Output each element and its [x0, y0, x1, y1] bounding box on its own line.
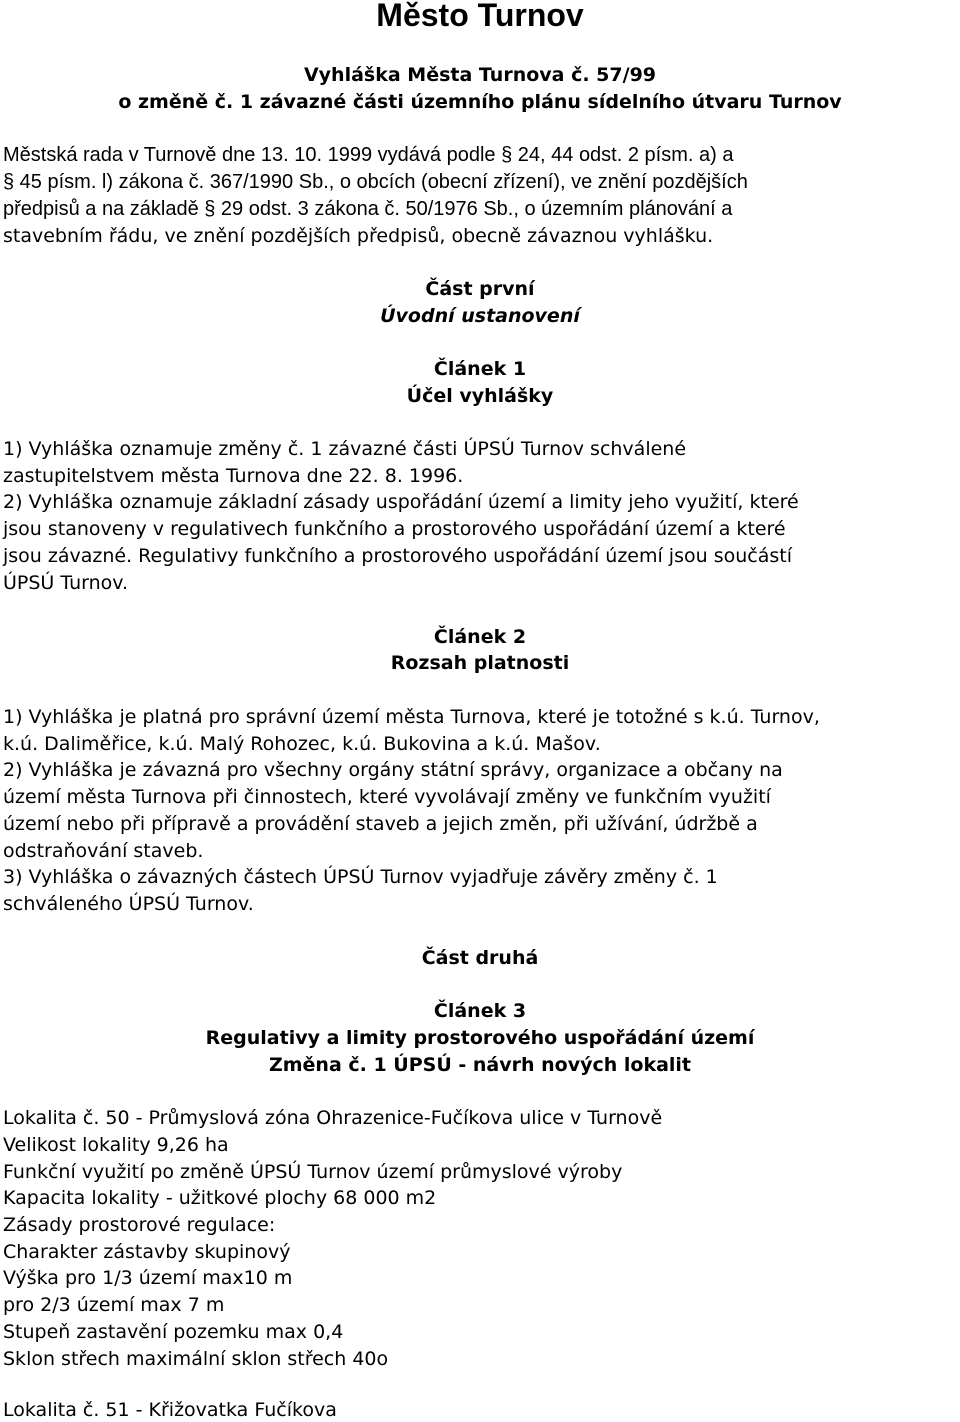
article-1-line: ÚPSÚ Turnov.	[3, 572, 129, 594]
article-1-line: 2) Vyhláška oznamuje základní zásady uspořádání území a limity jeho využití, které	[3, 491, 799, 513]
article-3-subheading: Změna č. 1 ÚPSÚ - návrh nových lokalit	[268, 1054, 692, 1076]
article-2-line: odstraňování staveb.	[3, 840, 204, 862]
article-2-line: k.ú. Daliměřice, k.ú. Malý Rohozec, k.ú. Bukovina a k.ú. Mašov.	[3, 733, 601, 755]
article-1-line: 1) Vyhláška oznamuje změny č. 1 závazné části ÚPSÚ Turnov schválené	[3, 438, 687, 460]
locality-line: Velikost lokality 9,26 ha	[3, 1134, 229, 1156]
locality-line: Sklon střech maximální sklon střech 40o	[3, 1348, 389, 1370]
article-2-line: území nebo při přípravě a provádění staveb a jejich změn, při užívání, údržbě a	[3, 813, 758, 835]
article-1-heading: Článek 1	[433, 358, 527, 380]
preamble-line: stavebním řádu, ve znění pozdějších předpisů, obecně závaznou vyhlášku.	[3, 225, 714, 247]
document-title: Město Turnov	[376, 0, 584, 33]
article-2-line: 1) Vyhláška je platná pro správní území města Turnova, které je totožné s k.ú. Turnov,	[3, 706, 820, 728]
part-one-heading: Část první	[425, 278, 535, 300]
article-1-line: jsou závazné. Regulativy funkčního a prostorového uspořádání území jsou součástí	[3, 545, 792, 567]
locality-line: Charakter zástavby skupinový	[3, 1241, 291, 1263]
article-3-subheading: Regulativy a limity prostorového uspořádání území	[205, 1027, 755, 1049]
article-2-line: 2) Vyhláška je závazná pro všechny orgány státní správy, organizace a občany na	[3, 759, 783, 781]
preamble-line: předpisů a na základě § 29 odst. 3 zákona č. 50/1976 Sb., o územním plánování a	[3, 198, 733, 220]
locality-line: Stupeň zastavění pozemku max 0,4	[3, 1321, 344, 1343]
preamble-line: Městská rada v Turnově dne 13. 10. 1999 vydává podle § 24, 44 odst. 2 písm. a) a	[3, 144, 734, 166]
article-2-line: 3) Vyhláška o závazných částech ÚPSÚ Turnov vyjadřuje závěry změny č. 1	[3, 866, 718, 888]
article-3-heading: Článek 3	[433, 1000, 527, 1022]
article-2-subheading: Rozsah platnosti	[390, 652, 570, 674]
article-2-line: území města Turnova při činnostech, které vyvolávají změny ve funkčním využití	[3, 786, 771, 808]
article-1-line: zastupitelstvem města Turnova dne 22. 8. 1996.	[3, 465, 464, 487]
locality-line: Výška pro 1/3 území max10 m	[3, 1267, 293, 1289]
locality-line: Lokalita č. 50 - Průmyslová zóna Ohrazenice-Fučíkova ulice v Turnově	[3, 1107, 663, 1129]
part-one-subheading: Úvodní ustanovení	[380, 305, 580, 327]
decree-subtitle: o změně č. 1 závazné části územního plánu sídelního útvaru Turnov	[118, 91, 842, 113]
article-1-subheading: Účel vyhlášky	[406, 385, 554, 407]
preamble-line: § 45 písm. l) zákona č. 367/1990 Sb., o obcích (obecní zřízení), ve znění pozdějších	[3, 171, 748, 193]
locality-line: Kapacita lokality - užitkové plochy 68 000 m2	[3, 1187, 437, 1209]
decree-title: Vyhláška Města Turnova č. 57/99	[303, 64, 657, 86]
article-2-heading: Článek 2	[433, 626, 527, 648]
locality-line: Lokalita č. 51 - Křižovatka Fučíkova	[3, 1399, 337, 1421]
locality-line: Funkční využití po změně ÚPSÚ Turnov území průmyslové výroby	[3, 1161, 623, 1183]
article-1-line: jsou stanoveny v regulativech funkčního a prostorového uspořádání území a které	[3, 518, 786, 540]
article-2-line: schváleného ÚPSÚ Turnov.	[3, 893, 254, 915]
locality-line: Zásady prostorové regulace:	[3, 1214, 276, 1236]
part-two-heading: Část druhá	[421, 947, 539, 969]
locality-line: pro 2/3 území max 7 m	[3, 1294, 225, 1316]
